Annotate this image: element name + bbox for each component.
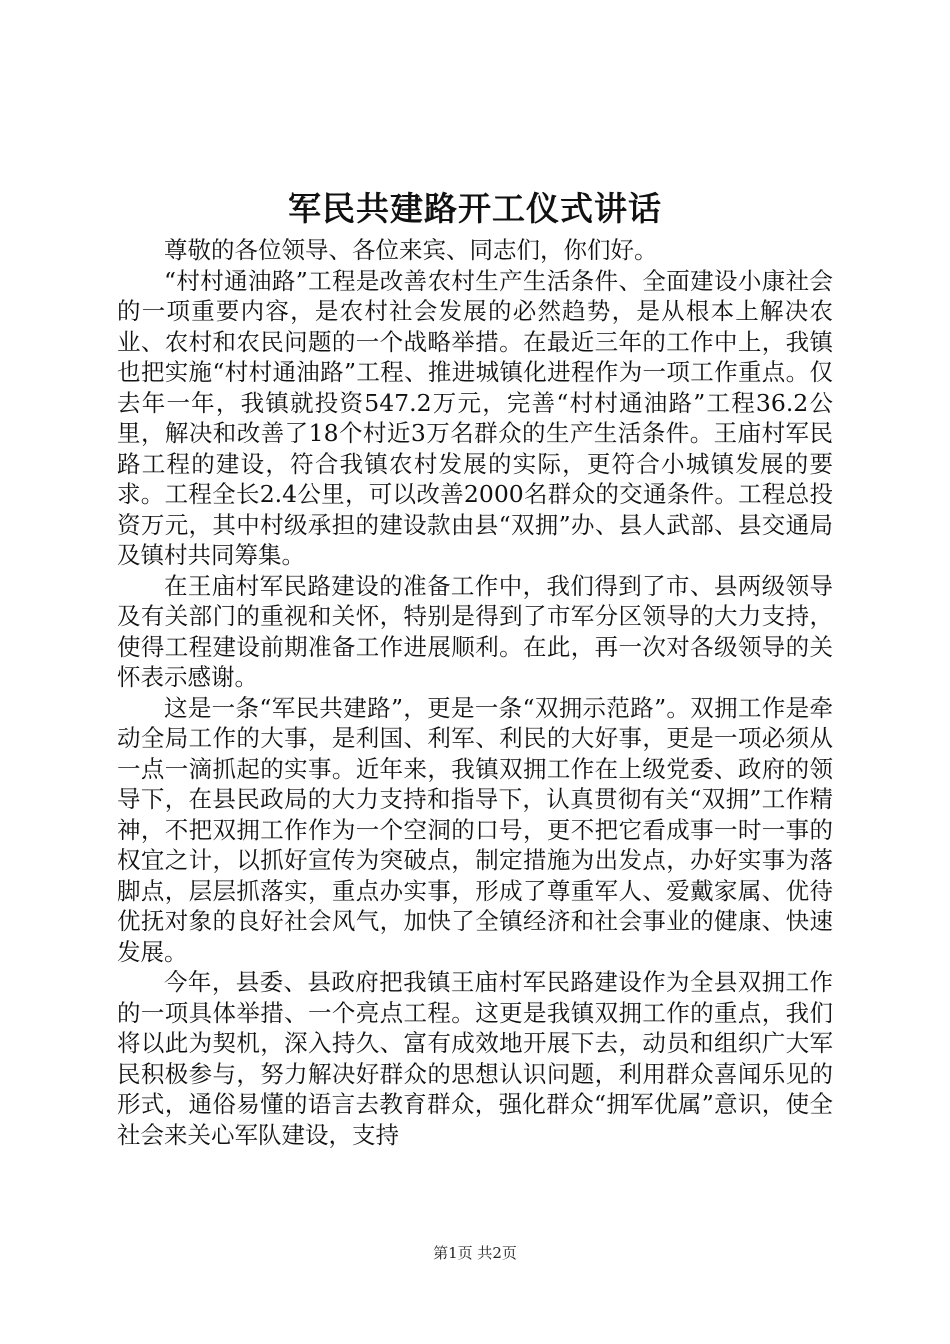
paragraph-double-support: 这是一条“军民共建路”，更是一条“双拥示范路”。双拥工作是牵动全局工作的大事，是利国、利军、利民的大好事，更是一项必须从一点一滴抓起的实事。近年来，我镇双拥工作在上级党委、政府的领导下，在县民政局的大力支持和指导下，认真贯彻有关“双拥”工作精神，不把双拥工作作为一个空洞的口号，更不把它看成事一时一事的权宜之计，以抓好宣传为突破点，制定措施为出发点，办好实事为落脚点，层层抓落实，重点办实事，形成了尊重军人、爱戴家属、优待优抚对象的良好社会风气，加快了全镇经济和社会事业的健康、快速发展。 bbox=[117, 693, 833, 966]
document-title: 军民共建路开工仪式讲话 bbox=[288, 189, 662, 228]
document-body bbox=[117, 235, 833, 1150]
paragraph-project-intro: “村村通油路”工程是改善农村生产生活条件、全面建设小康社会的一项重要内容，是农村社会发展的必然趋势，是从根本上解决农业、农村和农民问题的一个战略举措。在最近三年的工作中上，我镇也把实施“村村通油路”工程、推进城镇化进程作为一项工作重点。仅去年一年，我镇就投资547.2万元，完善“村村通油路”工程36.2公里，解决和改善了18个村近3万名群众的生产生活条件。王庙村军民路工程的建设，符合我镇农村发展的实际，更符合小城镇发展的要求。工程全长2.4公里，可以改善2000名群众的交通条件。工程总投资万元，其中村级承担的建设款由县“双拥”办、县人武部、县交通局及镇村共同筹集。 bbox=[117, 266, 833, 569]
paragraph-thanks: 在王庙村军民路建设的准备工作中，我们得到了市、县两级领导及有关部门的重视和关怀，特别是得到了市军分区领导的大力支持，使得工程建设前期准备工作进展顺利。在此，再一次对各级领导的关怀表示感谢。 bbox=[117, 571, 833, 691]
paragraph-greeting: 尊敬的各位领导、各位来宾、同志们，你们好。 bbox=[164, 236, 658, 264]
page-indicator: 第1页 共2页 bbox=[433, 1244, 517, 1262]
paragraph-this-year: 今年，县委、县政府把我镇王庙村军民路建设作为全县双拥工作的一项具体举措、一个亮点工程。这更是我镇双拥工作的重点，我们将以此为契机，深入持久、富有成效地开展下去，动员和组织广大军民积极参与，努力解决好群众的思想认识问题，利用群众喜闻乐见的形式，通俗易懂的语言去教育群众，强化群众“拥军优属”意识，使全社会来关心军队建设，支持 bbox=[117, 968, 833, 1149]
